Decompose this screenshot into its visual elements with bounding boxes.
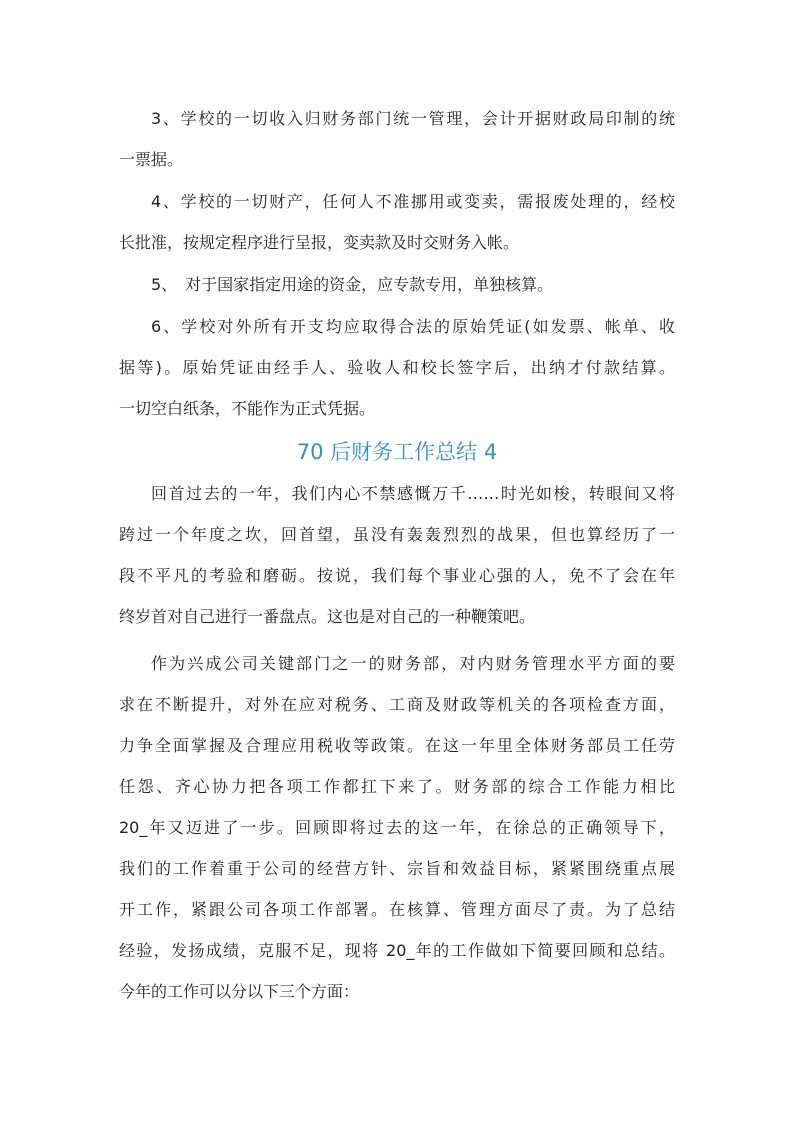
- text-line: 20_年又迈进了一步。回顾即将过去的这一年，在徐总的正确领导下，: [119, 818, 675, 837]
- text-line: 经验，发扬成绩，克服不足，现将 20_年的工作做如下简要回顾和总结。: [119, 941, 675, 960]
- text-line: 6、学校对外所有开支均应取得合法的原始凭证(如发票、帐单、收: [151, 317, 675, 336]
- paragraph-item-6: [119, 306, 675, 429]
- paragraph-item-4: [119, 181, 675, 263]
- text-line: 段不平凡的考验和磨砺。按说，我们每个事业心强的人，免不了会在年: [119, 566, 675, 585]
- text-line: 求在不断提升，对外在应对税务、工商及财政等机关的各项检查方面，: [119, 695, 675, 714]
- text-line: 力争全面掌握及合理应用税收等政策。在这一年里全体财务部员工任劳: [119, 736, 675, 755]
- paragraph-item-3: [119, 98, 675, 180]
- paragraph-item-5: [119, 264, 675, 305]
- text-line: 作为兴成公司关键部门之一的财务部，对内财务管理水平方面的要: [151, 654, 675, 673]
- text-line: 今年的工作可以分以下三个方面：: [119, 982, 360, 1001]
- text-line: 跨过一个年度之坎，回首望，虽没有轰轰烈烈的战果，但也算经历了一: [119, 525, 675, 544]
- section-heading: 70 后财务工作总结 4: [296, 440, 498, 464]
- paragraph-finance-department: [119, 643, 675, 1012]
- text-line: 据等)。原始凭证由经手人、验收人和校长签字后，出纳才付款结算。: [119, 358, 675, 377]
- text-line: 4、学校的一切财产，任何人不准挪用或变卖，需报废处理的，经校: [151, 192, 675, 211]
- text-line: 一切空白纸条，不能作为正式凭据。: [119, 399, 376, 418]
- text-line: 终岁首对自己进行一番盘点。这也是对自己的一种鞭策吧。: [119, 607, 536, 626]
- text-line: 我们的工作着重于公司的经营方针、宗旨和效益目标，紧紧围绕重点展: [119, 859, 675, 878]
- text-line: 长批准，按规定程序进行呈报，变卖款及时交财务入帐。: [119, 233, 520, 252]
- text-line: 一票据。: [119, 150, 184, 169]
- text-line: 回首过去的一年，我们内心不禁感慨万千……时光如梭，转眼间又将: [151, 484, 675, 503]
- paragraph-review-intro: [119, 473, 675, 637]
- text-line: 3、学校的一切收入归财务部门统一管理，会计开据财政局印制的统: [151, 109, 675, 128]
- text-line: 任怨、齐心协力把各项工作都扛下来了。财务部的综合工作能力相比: [119, 777, 675, 796]
- text-line: 5、 对于国家指定用途的资金，应专款专用，单独核算。: [151, 275, 554, 294]
- text-line: 开工作，紧跟公司各项工作部署。在核算、管理方面尽了责。为了总结: [119, 900, 675, 919]
